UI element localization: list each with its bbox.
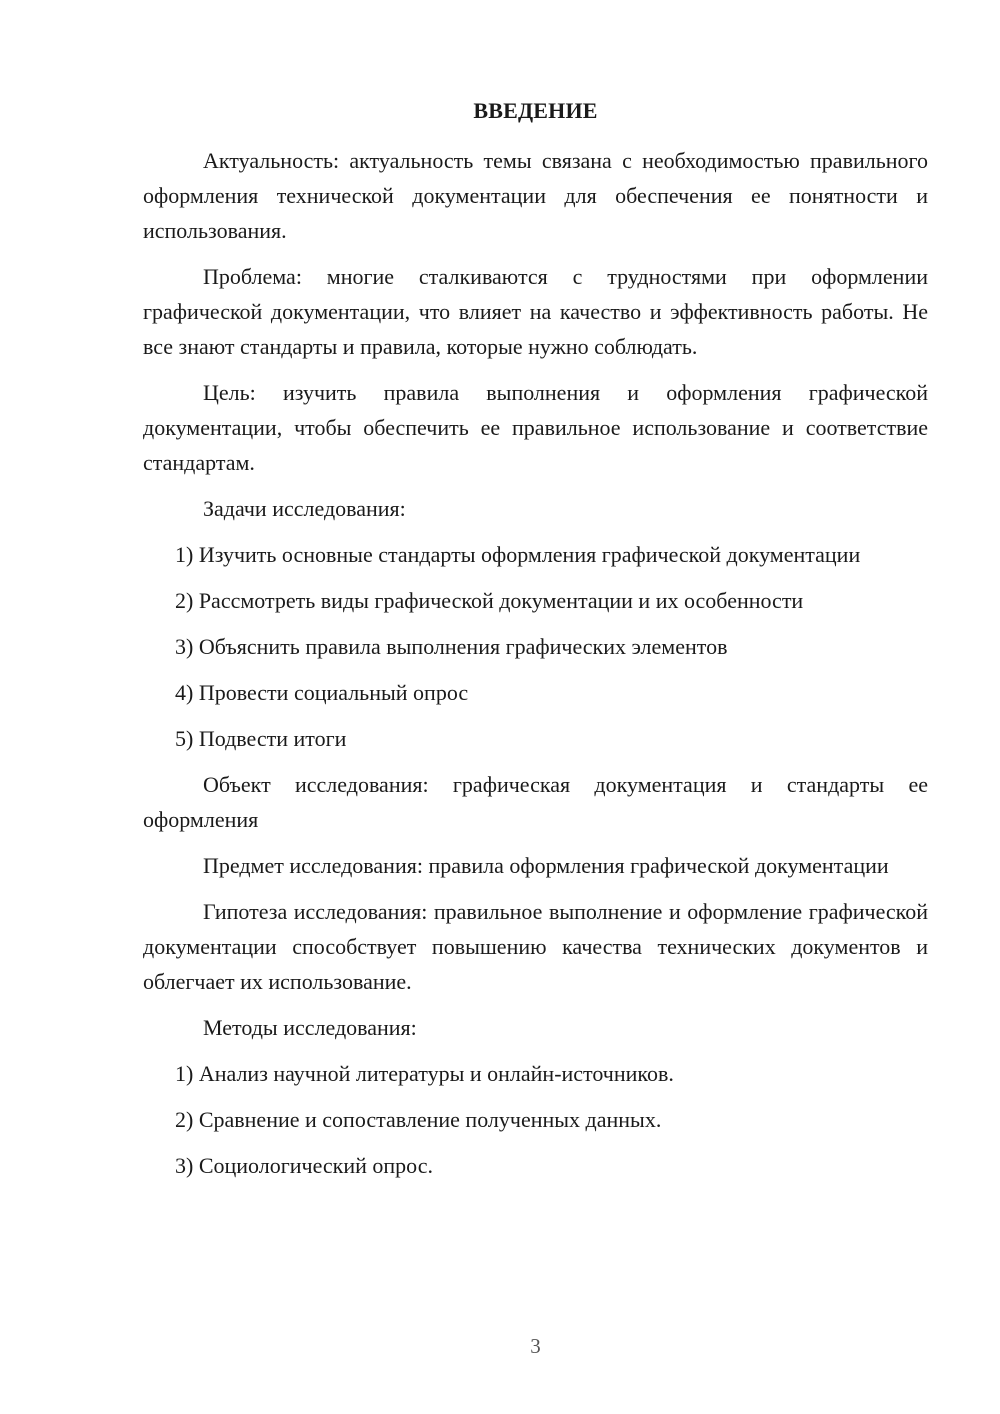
goal-paragraph: Цель: изучить правила выполнения и оформления графической документации, чтобы обеспечить ее правильное использование и соответствие стандартам. [143, 380, 928, 475]
task-item-5: 5) Подвести итоги [175, 726, 347, 751]
task-item-4: 4) Провести социальный опрос [175, 680, 469, 705]
relevance-paragraph: Актуальность: актуальность темы связана с необходимостью правильного оформления технической документации для обеспечения ее понятности и использования. [143, 148, 928, 243]
task-item-2: 2) Рассмотреть виды графической документации и их особенности [175, 588, 804, 613]
hypothesis-paragraph: Гипотеза исследования: правильное выполнение и оформление графической документации способствует повышению качества технических документов и облегчает их использование. [143, 899, 928, 994]
problem-paragraph: Проблема: многие сталкиваются с трудностями при оформлении графической документации, что влияет на качество и эффективность работы. Не все знают стандарты и правила, которые нужно соблюдать. [143, 264, 928, 359]
page-number: 3 [530, 1334, 541, 1358]
methods-heading: Методы исследования: [203, 1015, 417, 1040]
document-page [143, 0, 928, 1414]
subject-paragraph: Предмет исследования: правила оформления графической документации [203, 853, 889, 878]
method-item-1: 1) Анализ научной литературы и онлайн-источников. [175, 1061, 674, 1086]
method-item-3: 3) Социологический опрос. [175, 1153, 433, 1178]
object-paragraph: Объект исследования: графическая документация и стандарты ее оформления [143, 772, 928, 832]
section-body [143, 143, 928, 1194]
task-item-3: 3) Объяснить правила выполнения графических элементов [175, 634, 728, 659]
tasks-heading: Задачи исследования: [203, 496, 406, 521]
task-item-1: 1) Изучить основные стандарты оформления графической документации [175, 542, 861, 567]
method-item-2: 2) Сравнение и сопоставление полученных данных. [175, 1107, 662, 1132]
section-title: ВВЕДЕНИЕ [473, 98, 598, 123]
